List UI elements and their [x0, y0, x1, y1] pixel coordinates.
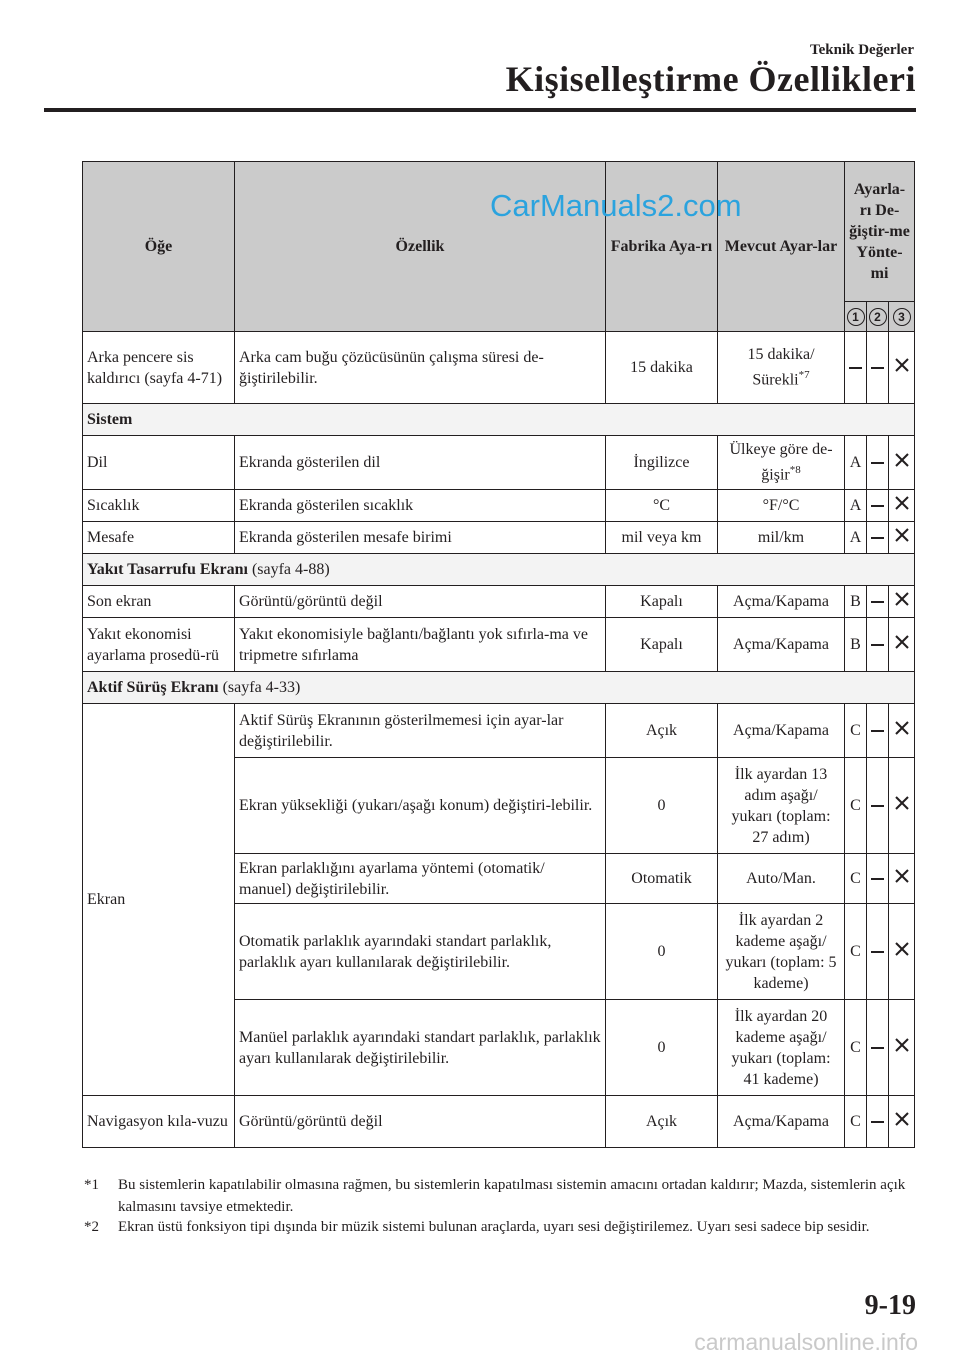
dash-icon — [871, 505, 884, 507]
x-icon — [894, 1037, 910, 1059]
table-row — [83, 522, 915, 554]
method-1-cell: C — [845, 704, 867, 758]
feature-cell: Ekran yüksekliği (yukarı/aşağı konum) değiştiri-lebilir. — [235, 758, 606, 854]
item-cell: Arka pencere sis kaldırıcı (sayfa 4-71) — [83, 332, 235, 404]
method-3-cell — [889, 854, 915, 904]
feature-cell: Görüntü/görüntü değil — [235, 1096, 606, 1148]
method-2-cell — [867, 704, 889, 758]
method-3-cell — [889, 704, 915, 758]
dash-icon — [871, 805, 884, 807]
section-header: Yakıt Tasarrufu Ekranı (sayfa 4-88) — [83, 554, 915, 586]
method-3-icon: 3 — [889, 302, 915, 332]
header-rule — [44, 108, 916, 112]
method-2-cell — [867, 854, 889, 904]
item-cell: Dil — [83, 436, 235, 490]
table-row — [83, 404, 915, 436]
method-3-cell — [889, 332, 915, 404]
method-2-cell — [867, 522, 889, 554]
factory-setting-cell: 0 — [606, 1000, 718, 1096]
x-icon — [894, 357, 910, 379]
table-row — [83, 1096, 915, 1148]
method-2-cell — [867, 758, 889, 854]
factory-setting-cell: Kapalı — [606, 618, 718, 672]
x-icon — [894, 527, 910, 549]
method-2-cell — [867, 436, 889, 490]
x-icon — [894, 591, 910, 613]
x-icon — [894, 941, 910, 963]
method-3-cell — [889, 1096, 915, 1148]
method-1-cell: B — [845, 586, 867, 618]
method-1-cell: A — [845, 490, 867, 522]
dash-icon — [871, 951, 884, 953]
factory-setting-cell: 15 dakika — [606, 332, 718, 404]
x-icon — [894, 495, 910, 517]
x-icon — [894, 720, 910, 742]
settings-table — [82, 161, 915, 1148]
method-1-cell: C — [845, 854, 867, 904]
method-3-cell — [889, 904, 915, 1000]
method-2-cell — [867, 618, 889, 672]
table-row — [83, 618, 915, 672]
x-icon — [894, 868, 910, 890]
item-cell: Sıcaklık — [83, 490, 235, 522]
available-settings-cell: 15 dakika/ Sürekli$^{*7}$ — [718, 332, 845, 404]
item-cell: Ekran — [83, 704, 235, 1096]
available-settings-cell: Açma/Kapama — [718, 1096, 845, 1148]
factory-setting-cell: Otomatik — [606, 854, 718, 904]
feature-cell: Ekranda gösterilen dil — [235, 436, 606, 490]
factory-setting-cell: °C — [606, 490, 718, 522]
method-3-cell — [889, 758, 915, 854]
factory-setting-cell: Açık — [606, 1096, 718, 1148]
method-1-cell: A — [845, 436, 867, 490]
x-icon — [894, 452, 910, 474]
feature-cell: Ekranda gösterilen mesafe birimi — [235, 522, 606, 554]
feature-cell: Aktif Sürüş Ekranının gösterilmemesi için ayar-lar değiştirilebilir. — [235, 704, 606, 758]
feature-cell: Otomatik parlaklık ayarındaki standart parlaklık, parlaklık ayarı kullanılarak değiştirilebilir. — [235, 904, 606, 1000]
footnote-mark: *2 — [84, 1219, 99, 1235]
dash-icon — [871, 644, 884, 646]
method-2-cell — [867, 586, 889, 618]
section-header — [83, 404, 915, 436]
method-3-cell — [889, 436, 915, 490]
dash-icon — [849, 367, 862, 369]
section-title: Teknik Değerler — [809, 42, 914, 58]
feature-cell: Ekran parlaklığını ayarlama yöntemi (otomatik/ manuel) değiştirilebilir. — [235, 854, 606, 904]
table-row — [83, 704, 915, 758]
available-settings-cell: İlk ayardan 20 kademe aşağı/ yukarı (toplam: 41 kademe) — [718, 1000, 845, 1096]
method-1-cell: C — [845, 1000, 867, 1096]
feature-cell: Arka cam buğu çözücüsünün çalışma süresi de-ğiştirilebilir. — [235, 332, 606, 404]
section-title: Sistem — [87, 411, 133, 428]
method-3-cell — [889, 586, 915, 618]
footnote-mark: *1 — [84, 1177, 99, 1193]
col-header-factory: Fabrika Aya-rı — [606, 162, 718, 332]
method-2-icon: 2 — [867, 302, 889, 332]
section-header: Aktif Sürüş Ekranı (sayfa 4-33) — [83, 672, 915, 704]
page-title: Kişiselleştirme Özellikleri — [505, 59, 916, 99]
method-2-cell — [867, 1000, 889, 1096]
available-settings-cell: Ülkeye göre de-ğişir$^{*8}$ — [718, 436, 845, 490]
dash-icon — [871, 878, 884, 880]
section-title: Aktif Sürüş Ekranı — [87, 679, 219, 696]
section-title: Yakıt Tasarrufu Ekranı — [87, 561, 248, 578]
x-icon — [894, 1111, 910, 1133]
footnote-ref: *8 — [789, 464, 801, 477]
item-cell: Son ekran — [83, 586, 235, 618]
dash-icon — [871, 462, 884, 464]
method-3-cell — [889, 522, 915, 554]
method-1-cell: A — [845, 522, 867, 554]
available-settings-cell: Auto/Man. — [718, 854, 845, 904]
table-row — [83, 586, 915, 618]
factory-setting-cell: 0 — [606, 904, 718, 1000]
col-header-method: Ayarla-rı De-ğiştir-me Yönte-mi — [845, 162, 915, 302]
dash-icon — [871, 1121, 884, 1123]
col-header-feature: Özellik — [235, 162, 606, 332]
feature-cell: Yakıt ekonomisiyle bağlantı/bağlantı yok sıfırla-ma ve tripmetre sıfırlama — [235, 618, 606, 672]
available-settings-cell: Açma/Kapama — [718, 586, 845, 618]
method-2-cell — [867, 1096, 889, 1148]
table-row — [83, 554, 915, 586]
available-settings-cell: İlk ayardan 13 adım aşağı/ yukarı (toplam: 27 adım) — [718, 758, 845, 854]
dash-icon — [871, 730, 884, 732]
factory-setting-cell: mil veya km — [606, 522, 718, 554]
method-1-cell: C — [845, 758, 867, 854]
col-header-available: Mevcut Ayar-lar — [718, 162, 845, 332]
method-3-cell — [889, 618, 915, 672]
dash-icon — [871, 537, 884, 539]
factory-setting-cell: Açık — [606, 704, 718, 758]
footnote-text: Ekran üstü fonksiyon tipi dışında bir müzik sistemi bulunan araçlarda, uyarı sesi değiştirilemez. Uyarı sesi sadece bip sesidir. — [118, 1219, 870, 1235]
method-1-icon: 1 — [845, 302, 867, 332]
available-settings-cell: °F/°C — [718, 490, 845, 522]
footnote-text: Bu sistemlerin kapatılabilir olmasına rağmen, bu sistemlerin kapatılması sistemin amacını ortadan kaldırır; Mazda, sistemlerin açık kalmasını tavsiye etmektedir. — [118, 1177, 906, 1215]
table-row — [83, 436, 915, 490]
dash-icon — [871, 367, 884, 369]
table-row — [83, 672, 915, 704]
method-2-cell — [867, 904, 889, 1000]
page-number: 9-19 — [864, 1290, 916, 1321]
item-cell: Yakıt ekonomisi ayarlama prosedü-rü — [83, 618, 235, 672]
site-watermark: carmanualsonline.info — [694, 1329, 918, 1355]
table-body — [83, 332, 915, 1148]
factory-setting-cell: Kapalı — [606, 586, 718, 618]
method-2-cell — [867, 490, 889, 522]
feature-cell: Manüel parlaklık ayarındaki standart parlaklık, parlaklık ayarı kullanılarak değiştirilebilir. — [235, 1000, 606, 1096]
available-settings-cell: Açma/Kapama — [718, 618, 845, 672]
available-settings-cell: İlk ayardan 2 kademe aşağı/ yukarı (toplam: 5 kademe) — [718, 904, 845, 1000]
item-cell: Navigasyon kıla-vuzu — [83, 1096, 235, 1148]
method-1-cell: C — [845, 904, 867, 1000]
method-2-cell — [867, 332, 889, 404]
dash-icon — [871, 1047, 884, 1049]
item-cell: Mesafe — [83, 522, 235, 554]
feature-cell: Ekranda gösterilen sıcaklık — [235, 490, 606, 522]
method-1-cell: B — [845, 618, 867, 672]
x-icon — [894, 795, 910, 817]
x-icon — [894, 634, 910, 656]
footnote-ref: *7 — [798, 369, 810, 382]
table-row — [83, 490, 915, 522]
method-1-cell: C — [845, 1096, 867, 1148]
method-3-cell — [889, 1000, 915, 1096]
factory-setting-cell: 0 — [606, 758, 718, 854]
feature-cell: Görüntü/görüntü değil — [235, 586, 606, 618]
available-settings-cell: mil/km — [718, 522, 845, 554]
table-row — [83, 332, 915, 404]
method-3-cell — [889, 490, 915, 522]
method-1-cell — [845, 332, 867, 404]
available-settings-cell: Açma/Kapama — [718, 704, 845, 758]
col-header-item: Öğe — [83, 162, 235, 332]
factory-setting-cell: İngilizce — [606, 436, 718, 490]
dash-icon — [871, 601, 884, 603]
watermark: CarManuals2.com — [490, 188, 742, 223]
